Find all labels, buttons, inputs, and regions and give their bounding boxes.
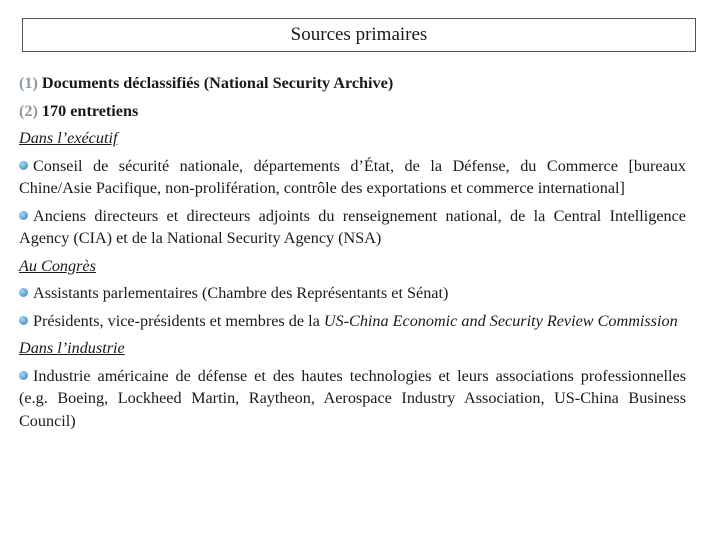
bullet-icon [19, 161, 28, 170]
item-number-1: (1) [19, 74, 38, 92]
bullet-text-pre: Présidents, vice-présidents et membres de la [33, 311, 324, 330]
bullet-icon [19, 288, 28, 297]
section-heading-executif: Dans l’exécutif [19, 129, 118, 147]
bullet-executif-1 [19, 155, 686, 200]
section-heading-congres: Au Congrès [19, 256, 96, 275]
item-number-2: (2) [19, 101, 38, 120]
bullet-industrie-1 [19, 365, 686, 433]
bullet-text: Conseil de sécurité nationale, départements d’État, de la Défense, du Commerce [bureaux Chine/Asie Pacifique, non-prolifération, contrôle des exportations et commerce international] [19, 156, 686, 197]
title-box [22, 18, 696, 52]
list-item-1 [19, 72, 686, 95]
item-text-2: 170 entretiens [41, 101, 139, 120]
bullet-congres-1 [19, 282, 686, 305]
bullet-executif-2 [19, 205, 686, 250]
list-item-2 [19, 100, 686, 123]
bullet-text: Industrie américaine de défense et des hautes technologies et leurs associations professionnelles (e.g. Boeing, Lockheed Martin, Raytheon, Aerospace Industry Association, US-China Business Council) [19, 366, 686, 430]
bullet-icon [19, 371, 28, 380]
bullet-icon [19, 211, 28, 220]
bullet-text: Anciens directeurs et directeurs adjoints du renseignement national, de la Central Intelligence Agency (CIA) et de la National Security Agency (NSA) [19, 206, 686, 247]
bullet-text-italic: US-China Economic and Security Review Commission [323, 311, 678, 330]
item-text-1: Documents déclassifiés (National Security Archive) [41, 74, 394, 92]
bullet-text: Assistants parlementaires (Chambre des Représentants et Sénat) [33, 284, 449, 302]
page-title: Sources primaires [290, 24, 428, 45]
bullet-icon [19, 316, 28, 325]
section-heading-industrie: Dans l’industrie [19, 339, 125, 357]
content [19, 72, 686, 432]
bullet-congres-2 [19, 310, 686, 333]
